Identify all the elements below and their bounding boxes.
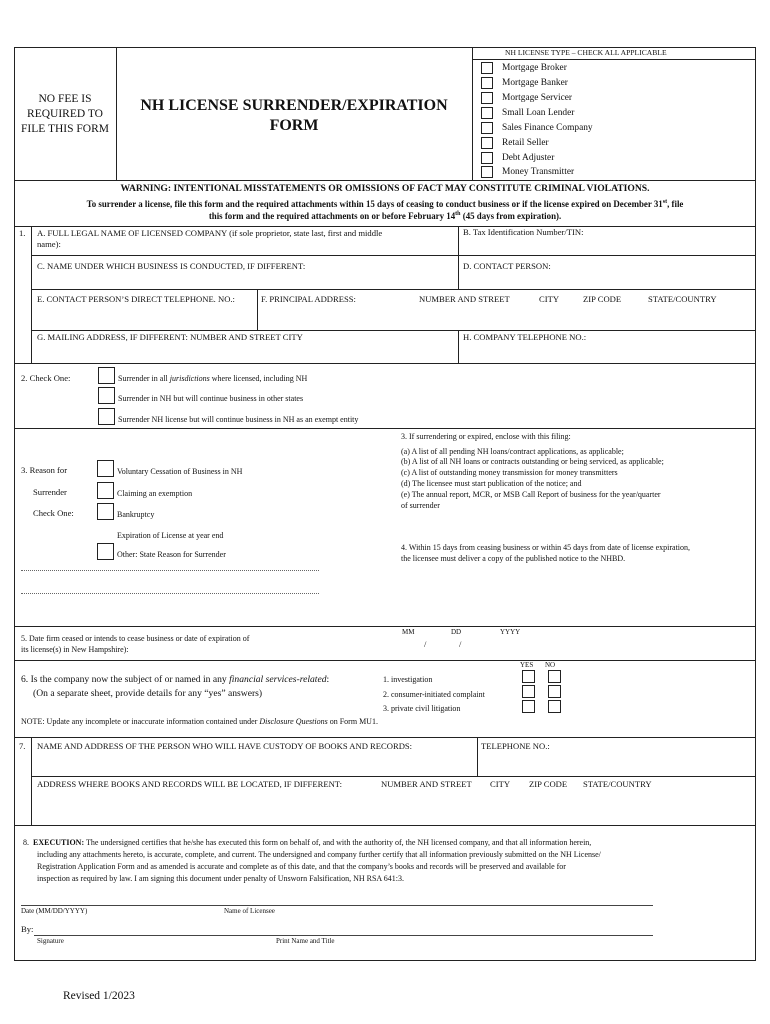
disclosure-item-complaint: 2. consumer-initiated complaint [383,690,485,699]
section7-bottom-rule [14,825,756,826]
cease-date-slash-1: / [424,639,427,649]
section2-label: 2. Check One: [21,373,71,383]
section3-label-surrender: Surrender [33,487,67,497]
field-f-zip: ZIP CODE [583,294,622,304]
signature-label: Signature [37,937,64,945]
enclosure-item-e-cont: of surrender [401,501,440,510]
section3-bottom-rule [14,626,756,627]
records-city: CITY [490,779,511,789]
surrender-option-1 [118,374,307,383]
section3-label-reason: 3. Reason for [21,465,68,475]
reason-option: Bankruptcy [117,510,155,519]
reason-claiming-exemption-checkbox[interactable] [97,482,114,499]
execution-line-4: inspection as required by law. I am signing this document under penalty of Unsworn Falsification, NH RSA 641:3. [37,874,404,883]
section7-number-divider [31,737,32,825]
custodian-label: NAME AND ADDRESS OF THE PERSON WHO WILL HAVE CUSTODY OF BOOKS AND RECORDS: [37,741,413,751]
execution-number: 8. [23,838,29,847]
section6-bottom-rule [14,737,756,738]
license-type-checkbox-mortgage-broker[interactable] [481,62,493,74]
by-label: By: [21,924,34,934]
warning-line-2 [14,199,756,209]
field-f-city: CITY [539,294,560,304]
cease-date-slash-2: / [459,639,462,649]
records-number-street: NUMBER AND STREET [381,779,472,789]
section7-telephone-divider [477,737,478,776]
litigation-yes-checkbox[interactable] [522,700,535,713]
section1-bottom-rule [14,363,756,364]
license-type-checkbox-sales-finance-company[interactable] [481,122,493,134]
surrender-option-3: Surrender NH license but will continue business in NH as an exempt entity [118,415,359,424]
date-label: Date (MM/DD/YYYY) [21,907,88,915]
cease-date-yyyy: YYYY [500,628,521,636]
field-a-label-line2: name): [37,239,61,249]
disclosure-note [21,717,378,726]
field-e-label: E. CONTACT PERSON’S DIRECT TELEPHONE. NO.: [37,294,235,304]
reason-option: Expiration of License at year end [117,531,224,540]
execution-text-1: The undersigned certifies that he/she has executed this form on behalf of, and with the authority of, the NH licensed company, and that all information herein, [84,838,592,847]
section1-cd-divider [458,255,459,289]
disclosure-note-post: on Form MU1. [327,717,378,726]
enclosure-item-d: (d) The licensee must start publication of the notice; and [401,479,582,488]
signature-line[interactable] [34,935,653,936]
records-zip: ZIP CODE [529,779,568,789]
disclosure-note-pre: NOTE: Update any incomplete or inaccurate information contained under [21,717,260,726]
license-type-label: Mortgage Broker [502,63,567,73]
section1-column-divider [458,226,459,255]
section1-row-rule-2 [31,289,756,290]
section7-number: 7. [19,741,26,751]
reason-other-checkbox[interactable] [97,543,114,560]
field-b-label: B. Tax Identification Number/TIN: [463,227,584,237]
disclosure-item-litigation: 3. private civil litigation [383,704,461,713]
license-type-label: Small Loan Lender [502,108,575,118]
field-h-label: H. COMPANY TELEPHONE NO.: [463,332,587,342]
cease-date-dd: DD [451,628,462,636]
records-state: STATE/COUNTRY [583,779,652,789]
cease-date-input[interactable] [395,638,535,652]
disclosure-question [21,674,329,685]
field-d-label: D. CONTACT PERSON: [463,261,551,271]
license-type-checkbox-debt-adjuster[interactable] [481,152,493,164]
disclosure-item-investigation: 1. investigation [383,675,433,684]
disclosure-question-line2: (On a separate sheet, provide details for any “yes” answers) [33,688,263,699]
field-a-label-line1: A. FULL LEGAL NAME OF LICENSED COMPANY (if sole proprietor, state last, first and middle [37,228,383,238]
notice-delivery-line-1: 4. Within 15 days from ceasing business or within 45 days from date of license expiration, [401,543,691,552]
field-f-number-street: NUMBER AND STREET [419,294,510,304]
enclosure-heading: 3. If surrendering or expired, enclose with this filing: [401,432,571,441]
surrender-option-2: Surrender in NH but will continue business in other states [118,394,304,403]
licensee-name-label: Name of Licensee [224,907,275,915]
warning-line-1: WARNING: INTENTIONAL MISSTATEMENTS OR OMISSIONS OF FACT MAY CONSTITUTE CRIMINAL VIOLATIONS. [120,183,650,194]
warning-bottom-rule [14,226,756,227]
execution-heading: EXECUTION: [33,838,85,847]
field-g-label: G. MAILING ADDRESS, IF DIFFERENT: NUMBER AND STREET CITY [37,332,303,342]
notice-delivery-line-2: the licensee must deliver a copy of the published notice to the NHBD. [401,554,626,563]
reason-option: Other: State Reason for Surrender [117,550,226,559]
license-type-label: Retail Seller [502,138,549,148]
license-type-label: Sales Finance Company [502,123,593,133]
complaint-no-checkbox[interactable] [548,685,561,698]
license-type-label: Debt Adjuster [502,153,555,163]
form-title [118,96,470,136]
license-type-checkbox-mortgage-servicer[interactable] [481,92,493,104]
print-name-label: Print Name and Title [276,937,335,945]
reason-other-line-2[interactable] [21,593,319,594]
custodian-telephone-label: TELEPHONE NO.: [481,741,550,751]
header-bottom-rule [14,180,756,181]
warning-line-3 [14,211,756,221]
license-type-header: NH LICENSE TYPE – CHECK ALL APPLICABLE [505,48,667,57]
field-f-label: F. PRINCIPAL ADDRESS: [261,294,356,304]
license-type-checkbox-money-transmitter[interactable] [481,166,493,178]
header-divider-1 [116,47,117,180]
no-column-header: NO [545,661,556,669]
header-divider-2 [472,47,473,180]
reason-option: Claiming an exemption [117,489,193,498]
section2-bottom-rule [14,428,756,429]
warning-line-2-text: To surrender a license, file this form and the required attachments within 15 days of ceasing to conduct business or if the license expired on December 31st, file [86,199,684,209]
disclosure-question-italic: financial services-related [229,674,327,685]
disclosure-note-italic: Disclosure Questions [259,717,328,726]
section5-bottom-rule [14,660,756,661]
reason-other-line-1[interactable] [21,570,319,571]
field-f-state: STATE/COUNTRY [648,294,717,304]
field-c-label: C. NAME UNDER WHICH BUSINESS IS CONDUCTED, IF DIFFERENT: [37,261,306,271]
complaint-yes-checkbox[interactable] [522,685,535,698]
warning-line-3-text: this form and the required attachments on or before February 14th (45 days from expiration). [208,211,562,221]
execution-line-1 [23,838,591,847]
litigation-no-checkbox[interactable] [548,700,561,713]
enclosure-item-b: (b) A list of all NH loans or contracts outstanding or being serviced, as applicable; [401,457,664,466]
section1-row-rule-1 [31,255,756,256]
reason-option: Voluntary Cessation of Business in NH [117,467,243,476]
date-licensee-line[interactable] [21,905,653,906]
form-title-line2: FORM [269,117,319,134]
investigation-yes-checkbox[interactable] [522,670,535,683]
license-type-checkbox-small-loan-lender[interactable] [481,107,493,119]
investigation-no-checkbox[interactable] [548,670,561,683]
license-type-label: Mortgage Banker [502,78,568,88]
section1-number-divider [31,226,32,363]
execution-line-3: Registration Application Form and as amended is accurate and complete as of this date, and that the company’s books and records will be preserved and available for [37,862,566,871]
reason-bankruptcy-checkbox[interactable] [97,503,114,520]
section1-row-rule-3 [31,330,756,331]
reason-voluntary-cessation-checkbox[interactable] [97,460,114,477]
surrender-nh-other-states-checkbox[interactable] [98,387,115,404]
revision-date: Revised 1/2023 [63,990,135,1002]
section1-number: 1. [19,228,26,238]
section7-row-rule [31,776,756,777]
surrender-option-1-post: where licensed, including NH [209,374,308,383]
enclosure-item-a: (a) A list of all pending NH loans/contract applications, as applicable; [401,447,624,456]
cease-date-mm: MM [402,628,415,636]
disclosure-question-pre: 6. Is the company now the subject of or named in any [21,674,230,685]
surrender-nh-exempt-checkbox[interactable] [98,408,115,425]
section3-label-check: Check One: [33,508,74,518]
execution-line-2: including any attachments hereto, is accurate, complete, and current. The undersigned and company further certify that all information previously submitted on the NH License/ [37,850,601,859]
surrender-all-jurisdictions-checkbox[interactable] [98,367,115,384]
form-title-line1: NH LICENSE SURRENDER/EXPIRATION [140,97,448,114]
section1-ef-divider [257,289,258,330]
no-fee-notice: NO FEE IS REQUIRED TO FILE THIS FORM [21,93,109,135]
cease-date-label-line1: 5. Date firm ceased or intends to cease business or date of expiration of [21,634,250,643]
license-type-label: Money Transmitter [502,167,575,177]
enclosure-item-c: (c) A list of outstanding money transmission for money transmitters [401,468,618,477]
license-type-checkbox-mortgage-banker[interactable] [481,77,493,89]
surrender-option-1-pre: Surrender in all [118,374,170,383]
yes-column-header: YES [520,661,534,669]
records-address-label: ADDRESS WHERE BOOKS AND RECORDS WILL BE LOCATED, IF DIFFERENT: [37,779,342,789]
section1-gh-divider [458,330,459,363]
license-type-checkbox-retail-seller[interactable] [481,137,493,149]
enclosure-item-e: (e) The annual report, MCR, or MSB Call Report of business for the year/quarter [401,490,661,499]
license-type-label: Mortgage Servicer [502,93,573,103]
cease-date-label-line2: its license(s) in New Hampshire): [21,645,129,654]
surrender-option-1-italic: jurisdictions [169,374,210,383]
disclosure-question-post: : [326,674,330,685]
license-type-header-underline [472,59,756,60]
